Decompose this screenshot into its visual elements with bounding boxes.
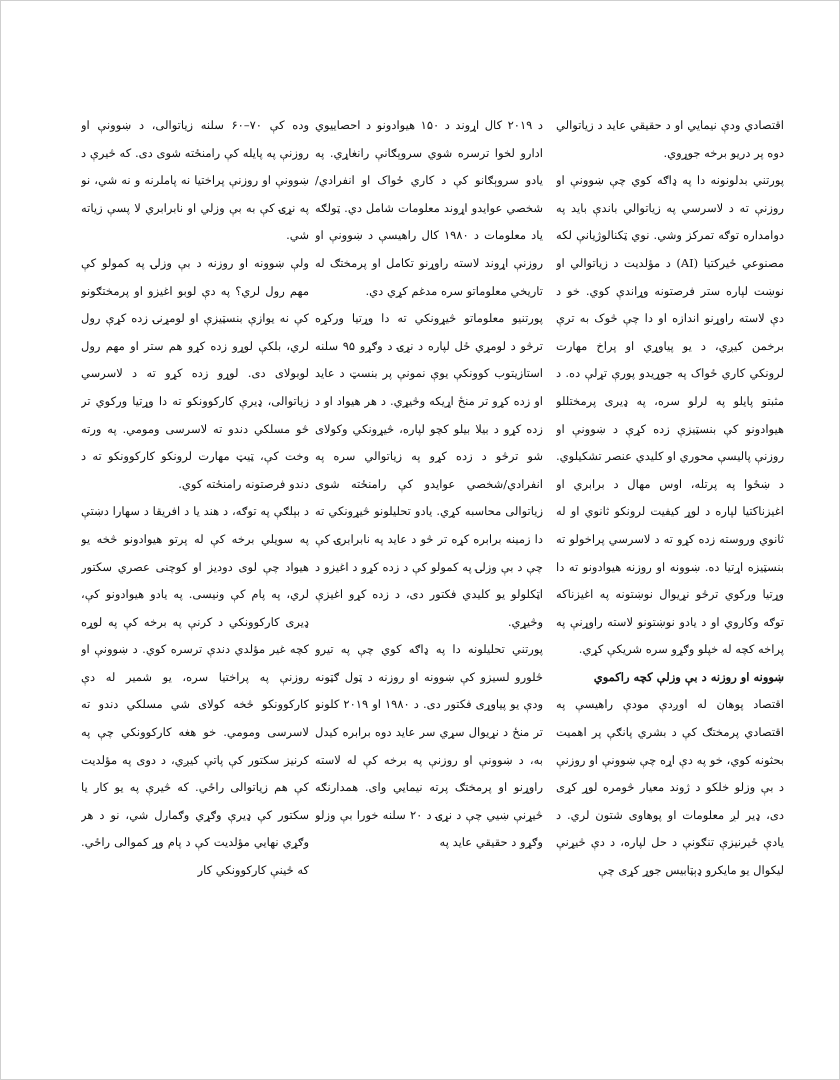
paragraph: پورتني تحلیلونه دا په ډاګه کوي چې په تیرو څلورو لسیزو کې ښوونه او روزنه د ټول ګټونه ودې يو پیاوړی فکتور دی. د ۱۹۸۰ او ۲۰۱۹ کلونو تر منځ د نړیوال سړي سر عايد دوه برابره کیدل به، د ښوونې او روزنې په برخه کې له لاسته راوړنو او پرمختګ پرته نیمايي وای. همدارنګه څیړنې ښيي چې د نړۍ د ۲۰ سلنه خورا بې وزلو وګړو د حقيقي عايد په [315, 642, 543, 850]
paragraph: پورتني بدلونونه دا په ډاګه کوي چې ښوونې او روزنې ته د لاسرسي په زیاتوالي باندې بايد په دوامداره توګه تمرکز وشي. نوي ټکنالوژيانې لکه مصنوعي ځيرکتيا (AI) د مؤلديت د زياتوالي او نوښت لپاره ستر فرصتونه وړاندې کوي. خو د دې لاسته راوړنو اندازه او دا چې څوک به ترې برخمن کیږي، د يو پیاوړي او پراخ مهارت لرونکي کاري ځواک په جوړيدو پورې تړلې ده. د مثبتو پایلو په لرلو سره، په ډیری پرمختللو هیوادونو کې بنسټيزې زده کړې د ښوونې او روزنې پالیسې محوري او کلیدي عنصر تشکیلوي. د ښځوا په پرتله، اوس مهال د برابري او اغیزناکتيا لپاره د لوړ کیفیت لرونکو ثانوي او له ثانوي وروسته زده کړو ته د لاسرسي پراخولو ته بنسټيزه اړتیا ده. ښوونه او روزنه هیوادونو ته دا وړتیا ورکوي ترڅو نړیوال نوښتونه په اغیزناکه توګه وکاروي او د يادو نوښتونو لاسته راوړنې په پراخه کچه له خپلو وګړو سره شریکې کړي. [556, 173, 784, 657]
paragraph: پورتنیو معلوماتو څیړونکي ته دا وړتیا ورکړه ترڅو د لومړي ځل لپاره د نړۍ د وګړو ۹۵ سلنه استازيتوب کوونکې يوې نمونې پر بنسټ د عايد او زده کړو تر منځ اړيکه وڅیړي. د هر هیواد او د زده کړو د بیلا بیلو کچو لپاره، څیړونکي وکولای شو ترڅو د زده کړو په زیاتوالي سره په انفرادي/شخصي عوايدو کې رامنځته شوی زیاتوالی محاسبه کړي. یادو تحلیلونو څیړونکي ته دا زمینه برابره کړه تر څو د عايد په نابرابرۍ کې چې د بې وزلۍ په کمولو کې د زده کړو د اغیزو د اټکلولو یو کلیدي فکتور دی، د زده کړو اغیزې وڅیړي. [315, 311, 543, 629]
text-column-right [556, 112, 784, 1072]
paragraph: اقتصادي ودې نیمايي او د حقيقي عايد د زياتوالي دوه پر دريو برخه جوړوي. [556, 118, 784, 160]
paragraph: د ۲۰۱۹ کال اړوند د ۱۵۰ هیوادونو د احصاییوي ادارو لخوا ترسره شوي سروېګانې رانغاړي. په يادو سروېګانو کې د کاري ځواک او انفرادي/شخصي عوايدو اړوند معلومات شامل دي. ټولګه یاد معلومات د ۱۹۸۰ کال راهیسې د ښوونې او روزنې اړوند لاسته راوړنو تکامل او پرمختګ له تاريخي معلوماتو سره مدغم کړي دي. [315, 118, 543, 298]
paragraph: ولې ښوونه او روزنه د بې وزلۍ په کمولو کې مهم رول لري؟ په دې لوبو اغیزو او پرمختګونو کې نه يوازې بنسټيزې او لومړنۍ زده کړې رول لري، بلکې لوړو زده کړو هم ستر او مهم رول لوبولای دی. لوړو زده کړو ته د لاسرسي زیاتوالی، ډیرې کارکوونکو ته دا وړتیا ورکوي تر څو مسلکي دندو ته لاسرسی ومومي. په ورته وخت کې، ټیټ مهارت لرونکو کارکوونکو ته د دندو فرصتونه رامنځته کوي. [81, 255, 309, 491]
paragraph: اقتصاد پوهان له اوږدې مودې راهیسې په اقتصادي پرمختګ کې د بشري پانګې پر اهميت بحثونه کوي، خو په دې اړه چې ښوونې او روزنې د بې وزلو خلکو د ژوند معیار څومره لوړ کړی دی، ډیر لږ معلومات او پوهاوی شتون لري. د یادې ځیرنيزې تنګونې د حل لپاره، د دې څیړنې لیکوال یو مایکرو ډېټابیس جوړ کړی چې [556, 697, 784, 878]
text-column-middle [315, 112, 543, 1072]
section-heading: ښوونه او روزنه د بې وزلې کچه راکموي [593, 669, 784, 684]
paragraph: وده کې ۷۰–۶۰ سلنه زیاتوالی، د ښوونې او روزنې په پایله کې رامنځته شوی دی. که څیرې د ښوونې او روزنې پراختیا نه پاملرنه و نه شي، نو په نړۍ کې به بې وزلي او نابرابري لا پسې زیاته شي. [81, 118, 309, 243]
text-column-left [81, 112, 309, 1072]
paragraph: د بېلګې په توګه، د هند یا د افریقا د سهارا دښتې په سویلي برخه کې له پرتو هیوادونو څخه یو هیواد چې لوی دودیز او کوچنی عصري سکتور لري، په پام کې ونیسی. په یادو هیوادونو کې، ډیری کارکوونکي د کرنې په برخه کې په لوړه کچه غیر مؤلدي دندې ترسره کوي. د ښوونې او روزنې په پراختیا سره، یو شمیر له دې کارکوونکو څخه کولای شي مسلکي دندو ته لاسرسی ومومي. خو هغه کارکوونکي چې په کرنیز سکتور کې پاتې کیږي، د دوی په مؤلديت کې هم زياتوالی راځي. که څیرې په یو کار یا سکتور کې ډيرې وګړي وګمارل شي، نو د هر وګړي نهايي مؤلديت کې د پام وړ کموالی راځي. که څينې کارکوونکي کار [81, 504, 309, 878]
